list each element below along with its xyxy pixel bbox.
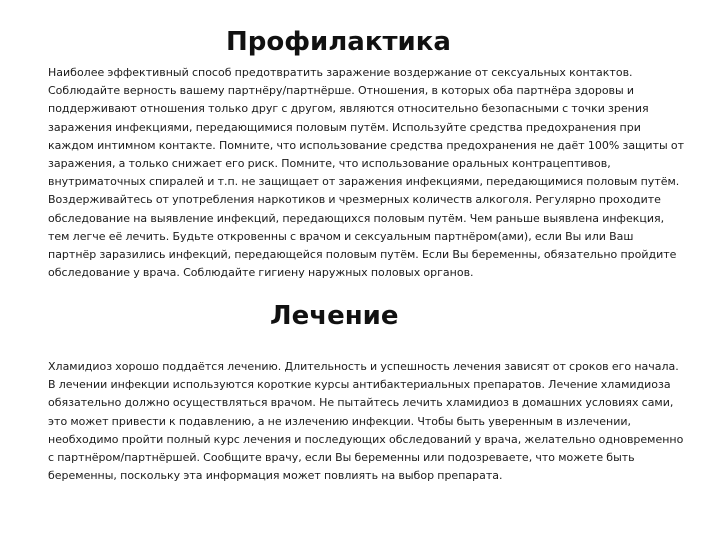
section-title-treatment: Лечение: [270, 301, 399, 331]
section-title-prevention: Профилактика: [226, 27, 451, 57]
section-body-treatment: Хламидиоз хорошо поддаётся лечению. Длительность и успешность лечения зависят от сроков его начала. В лечении инфекции используются короткие курсы антибактериальных препаратов. Лечение хламидиоза обязательно должно осуществляться врачом. Не пытайтесь лечить хламидиоз в домашних условиях сами, это может привести к подавлению, а не излечению инфекции. Чтобы быть уверенным в излечении, необходимо пройти полный курс лечения и последующих обследований у врача, желательно одновременно с партнёром/партнёршей. Сообщите врачу, если Вы беременны или подозреваете, что можете быть беременны, поскольку эта информация может повлиять на выбор препарата.: [48, 360, 684, 483]
section-body-prevention: Наиболее эффективный способ предотвратить заражение воздержание от сексуальных контактов. Соблюдайте верность вашему партнёру/партнёрше. Отношения, в которых оба партнёра здоровы и поддерживают отношения только друг с другом, являются относительно безопасными с точки зрения заражения инфекциями, передающимися половым путём. Используйте средства предохранения при каждом интимном контакте. Помните, что использование средства предохранения не даёт 100% защиты от заражения, а только снижает его риск. Помните, что использование оральных контрацептивов, внутриматочных спиралей и т.п. не защищает от заражения инфекциями, передающимися половым путём. Воздерживайтесь от употребления наркотиков и чрезмерных количеств алкоголя. Регулярно проходите обследование на выявление инфекций, передающихся половым путём. Чем раньше выявлена инфекция, тем легче её лечить. Будьте откровенны с врачом и сексуальным партнёром(ами), если Вы или Ваш партнёр заразились инфекций, передающейся половым путём. Если Вы беременны, обязательно пройдите обследование у врача. Соблюдайте гигиену наружных половых органов.: [48, 66, 684, 280]
